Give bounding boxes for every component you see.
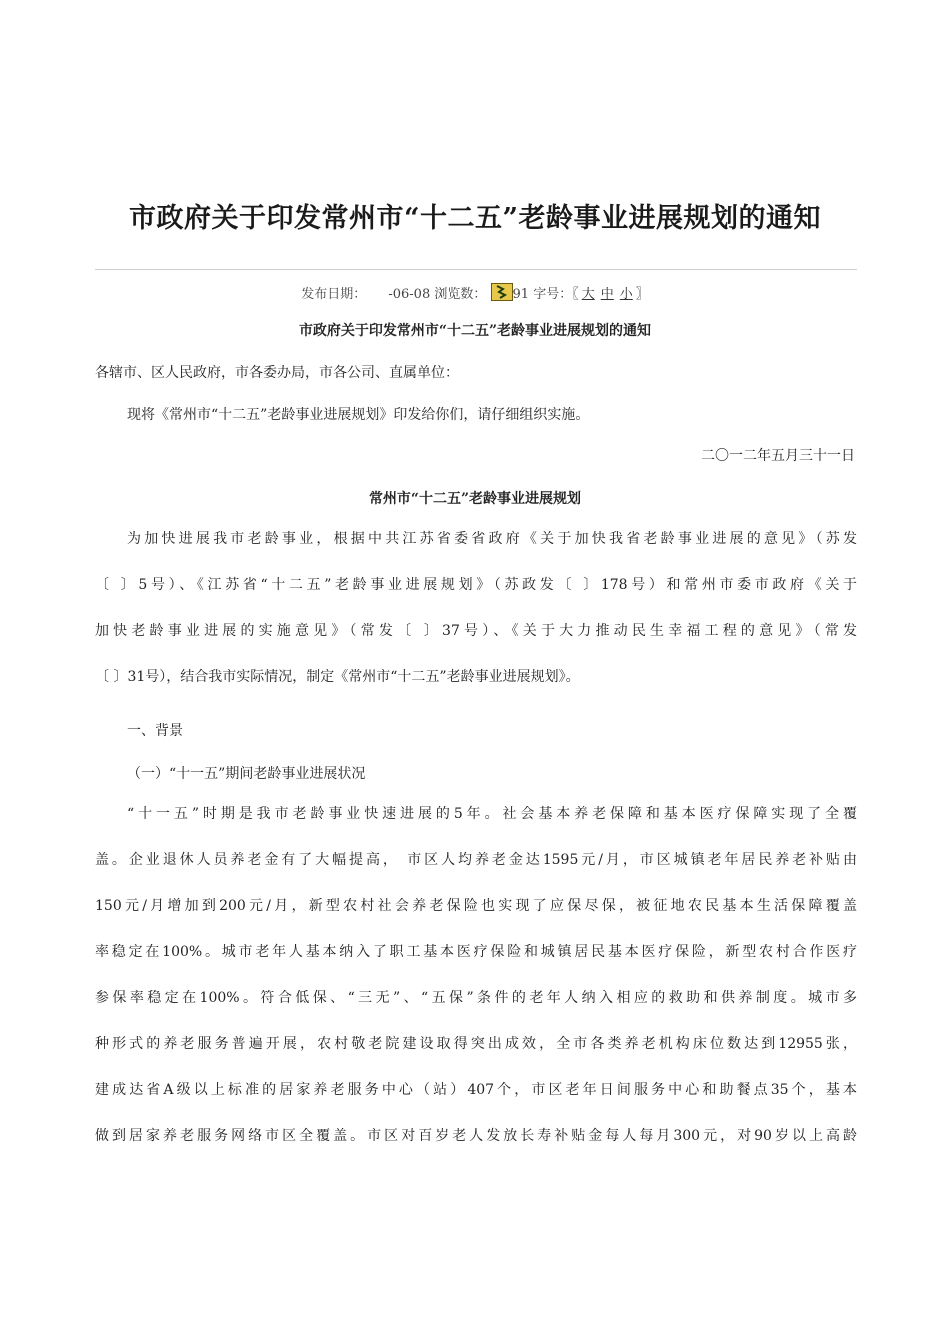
- paragraph-line: 参保率稳定在100%。符合低保、“三无”、“五保”条件的老年人纳入相应的救助和供养制度。城市多: [95, 990, 857, 1006]
- font-size-medium-link[interactable]: 中: [600, 287, 614, 302]
- paragraph-line: 加快老龄事业进展的实施意见》（常发〔 〕37号）、《关于大力推动民生幸福工程的意见》（常发: [95, 623, 857, 639]
- view-counter-icon: [491, 283, 513, 301]
- publish-date-label: 发布日期：: [301, 287, 367, 302]
- addressee: 各辖市、区人民政府，市各委办局，市各公司、直属单位：: [95, 365, 459, 381]
- paragraph-line: 为加快进展我市老龄事业，根据中共江苏省委省政府《关于加快我省老龄事业进展的意见》（苏发: [127, 531, 857, 547]
- paragraph-line: 率稳定在100%。城市老年人基本纳入了职工基本医疗保险和城镇居民基本医疗保险，新型农村合作医疗: [95, 944, 857, 960]
- views-value: 91: [512, 287, 530, 302]
- article-meta: [0, 283, 950, 302]
- section-heading: 一、背景: [127, 723, 183, 739]
- subsection-heading: （一）“十一五”期间老龄事业进展状况: [127, 766, 366, 782]
- notice-heading: 市政府关于印发常州市“十二五”老龄事业进展规划的通知: [298, 323, 652, 339]
- paragraph-line: 建成达省A级以上标准的居家养老服务中心（站）407个，市区老年日间服务中心和助餐点35个，基本: [95, 1082, 857, 1098]
- font-size-close: 〗: [635, 287, 649, 302]
- publish-date-value: -06-08: [388, 287, 431, 302]
- font-size-small-link[interactable]: 小: [619, 287, 633, 302]
- paragraph-line: 盖。企业退休人员养老金有了大幅提高， 市区人均养老金达1595元/月，市区城镇老年居民养老补贴由: [95, 852, 857, 868]
- paragraph-line: 做到居家养老服务网络市区全覆盖。市区对百岁老人发放长寿补贴金每人每月300元，对90岁以上高龄: [95, 1128, 857, 1144]
- page-title: 市政府关于印发常州市“十二五”老龄事业进展规划的通知: [128, 203, 822, 234]
- paragraph-line: 种形式的养老服务普遍开展，农村敬老院建设取得突出成效，全市各类养老机构床位数达到12955张，: [95, 1036, 857, 1052]
- paragraph-line: 〔 〕31号），结合我市实际情况，制定《常州市“十二五”老龄事业进展规划》。: [95, 669, 580, 685]
- paragraph-line: 〔 〕5号）、《江苏省“十二五”老龄事业进展规划》（苏政发〔 〕178号）和常州市委市政府《关于: [95, 577, 857, 593]
- title-divider: [95, 269, 857, 270]
- paragraph-line: 150元/月增加到200元/月，新型农村社会养老保险也实现了应保尽保，被征地农民基本生活保障覆盖: [95, 898, 857, 914]
- notice-text: 现将《常州市“十二五”老龄事业进展规划》印发给你们，请仔细组织实施。: [127, 407, 590, 423]
- views-label: 浏览数：: [434, 287, 487, 302]
- plan-title: 常州市“十二五”老龄事业进展规划: [368, 491, 582, 507]
- intro-paragraph: [95, 529, 857, 713]
- body-paragraph: [95, 804, 857, 1172]
- font-size-label: 字号：〖: [533, 287, 579, 302]
- font-size-large-link[interactable]: 大: [581, 287, 595, 302]
- signed-date: 二〇一二年五月三十一日: [701, 448, 855, 464]
- paragraph-line: “十一五”时期是我市老龄事业快速进展的5年。社会基本养老保障和基本医疗保障实现了全覆: [127, 806, 857, 822]
